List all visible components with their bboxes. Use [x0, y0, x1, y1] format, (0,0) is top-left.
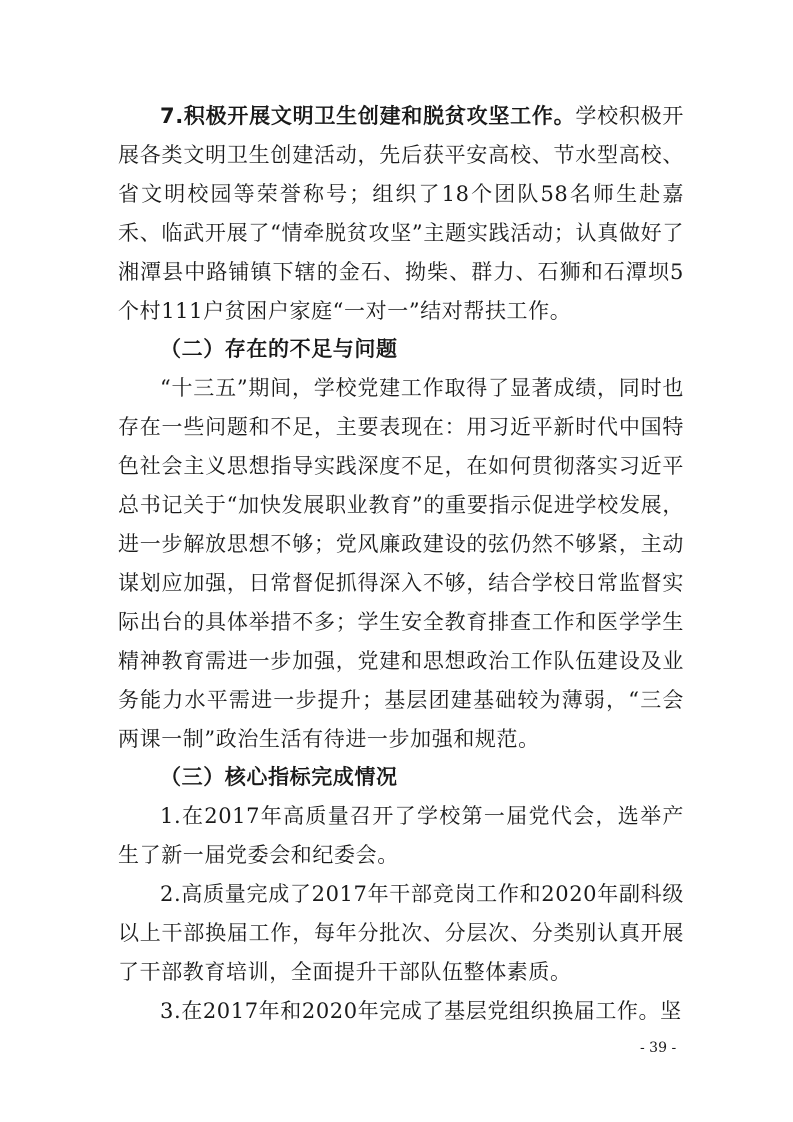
- list-item-2: 2.高质量完成了2017年干部竞岗工作和2020年副科级以上干部换届工作，每年分批次、分层次、分类别认真开展了干部教育培训，全面提升干部队伍整体素质。: [118, 882, 684, 984]
- section-7-lead: 7.积极开展文明卫生创建和脱贫攻坚工作。: [160, 104, 576, 128]
- list-item-1: 1.在2017年高质量召开了学校第一届党代会，选举产生了新一届党委会和纪委会。: [118, 804, 684, 868]
- document-page: [118, 97, 684, 1031]
- heading-core-indicators: （三）核心指标完成情况: [160, 765, 398, 790]
- list-item-3: 3.在2017年和2020年完成了基层党组织换届工作。坚: [160, 998, 682, 1023]
- paragraph-section-7: [118, 97, 684, 330]
- heading-shortcomings: （二）存在的不足与问题: [160, 337, 398, 362]
- page-number: - 39 -: [640, 1040, 677, 1056]
- paragraph-shortcomings: “十三五”期间，学校党建工作取得了显著成绩，同时也存在一些问题和不足，主要表现在：用习近平新时代中国特色社会主义思想指导实践深度不足，在如何贯彻落实习近平总书记关于“加快发展职业教育”的重要指示促进学校发展，进一步解放思想不够；党风廉政建设的弦仍然不够紧，主动谋划应加强，日常督促抓得深入不够，结合学校日常监督实际出台的具体举措不多；学生安全教育排查工作和医学学生精神教育需进一步加强，党建和思想政治工作队伍建设及业务能力水平需进一步提升；基层团建基础较为薄弱，“三会两课一制”政治生活有待进一步加强和规范。: [118, 376, 684, 751]
- section-7-text: 学校积极开展各类文明卫生创建活动，先后获平安高校、节水型高校、省文明校园等荣誉称号；组织了18个团队58名师生赴嘉禾、临武开展了“情牵脱贫攻坚”主题实践活动；认真做好了湘潭县中路铺镇下辖的金石、拗柴、群力、石狮和石潭坝5个村111户贫困户家庭“一对一”结对帮扶工作。: [118, 104, 684, 323]
